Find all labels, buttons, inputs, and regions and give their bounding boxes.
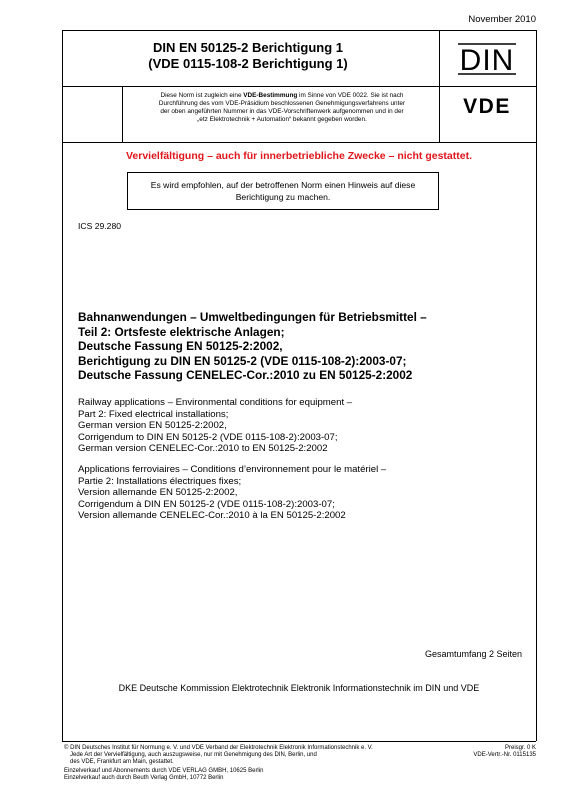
- din-logo-text: DIN: [459, 44, 515, 77]
- notice-divider: [62, 142, 536, 143]
- title-fr-line: Version allemande EN 50125-2:2002,: [78, 487, 238, 499]
- frame-right-line: [536, 30, 537, 741]
- vde-notice: [126, 92, 438, 124]
- copyright-notice: [64, 745, 434, 767]
- title-divider: [62, 86, 536, 87]
- din-logo-graphic: [452, 40, 522, 78]
- price-info: [440, 745, 536, 759]
- notice-line2: Durchführung des vom VDE-Präsidium beschlossenen Genehmigungsverfahrens unter: [158, 100, 406, 107]
- title-de-line: Deutsche Fassung EN 50125-2:2002,: [78, 339, 283, 354]
- notice-prefix: Diese Norm ist zugleich eine: [160, 92, 244, 99]
- vde-logo: [452, 93, 522, 122]
- vde-logo-text: VDE: [463, 95, 511, 117]
- frame-top-line: [62, 30, 536, 31]
- ics-code: ICS 29.280: [78, 221, 121, 231]
- title-en-line: Railway applications – Environmental conditions for equipment –: [78, 397, 353, 408]
- title-de-line: Berichtigung zu DIN EN 50125-2 (VDE 0115-108-2):2003-07;: [78, 353, 407, 368]
- copyright-line: des VDE, Frankfurt am Main, gestattet.: [70, 759, 174, 766]
- advice-line1: Es wird empfohlen, auf der betroffenen Norm einen Hinweis auf diese: [150, 180, 416, 190]
- distribution-line: Einzelverkauf auch durch Beuth Verlag GmbH, 10772 Berlin: [64, 775, 224, 782]
- title-german: [78, 310, 538, 383]
- publication-date: November 2010: [468, 14, 536, 25]
- copyright-line: © DIN Deutsches Institut für Normung e. V. und VDE Verband der Elektrotechnik Elektronik Informationstechnik e. V.: [64, 745, 373, 751]
- title-french: [78, 464, 538, 522]
- frame-bottom-line: [62, 741, 536, 742]
- din-logo: [452, 40, 522, 83]
- dke-commission: DKE Deutsche Kommission Elektrotechnik Elektronik Informationstechnik im DIN und VDE: [118, 683, 480, 693]
- title-en-line: Part 2: Fixed electrical installations;: [78, 408, 229, 420]
- standard-vde-number: (VDE 0115-108-2 Berichtigung 1): [148, 56, 348, 71]
- frame-left-line: [62, 30, 63, 741]
- title-fr-line: Version allemande CENELEC-Cor.:2010 à la EN 50125-2:2002: [78, 510, 346, 522]
- notice-left-divider: [122, 86, 123, 142]
- title-en-line: Corrigendum to DIN EN 50125-2 (VDE 0115-108-2):2003-07;: [78, 431, 338, 443]
- copyright-line: Jede Art der Vervielfältigung, auch auszugsweise, nur mit Genehmigung des DIN, Berlin, und: [70, 752, 317, 759]
- title-english: [78, 397, 538, 455]
- title-fr-line: Partie 2: Installations électriques fixes;: [78, 475, 242, 487]
- title-en-line: German version CENELEC-Cor.:2010 to EN 50125-2:2002: [78, 443, 328, 455]
- advice-box: [127, 172, 439, 210]
- title-de-line: Deutsche Fassung CENELEC-Cor.:2010 zu EN 50125-2:2002: [78, 368, 413, 383]
- standard-number: DIN EN 50125-2 Berichtigung 1: [153, 40, 343, 55]
- title-de-line: Bahnanwendungen – Umweltbedingungen für Betriebsmittel –: [78, 310, 427, 324]
- standard-title: [62, 40, 434, 72]
- title-de-line: Teil 2: Ortsfeste elektrische Anlagen;: [78, 324, 285, 339]
- title-fr-line: Corrigendum à DIN EN 50125-2 (VDE 0115-108-2):2003-07;: [78, 498, 335, 510]
- notice-bold: VDE-Bestimmung: [243, 92, 298, 99]
- distribution-info: [64, 768, 434, 782]
- title-en-line: German version EN 50125-2:2002,: [78, 420, 227, 432]
- vde-order-number: VDE-Vertr.-Nr. 0115135: [473, 752, 536, 759]
- title-fr-line: Applications ferroviaires – Conditions d’environnement pour le matériel –: [78, 464, 387, 475]
- notice-line4: „etz Elektrotechnik + Automation“ bekannt gegeben worden.: [197, 116, 367, 123]
- reproduction-warning: Vervielfältigung – auch für innerbetriebliche Zwecke – nicht gestattet.: [125, 150, 472, 162]
- distribution-line: Einzelverkauf und Abonnements durch VDE VERLAG GMBH, 10625 Berlin: [64, 768, 264, 774]
- total-pages: Gesamtumfang 2 Seiten: [424, 649, 522, 659]
- vde-logo-graphic: [452, 93, 522, 117]
- notice-line3: der oben angeführten Nummer in das VDE-Vorschriftenwerk aufgenommen und in der: [160, 108, 404, 115]
- advice-line2: Berichtigung zu machen.: [235, 192, 331, 202]
- price-group: Preisgr. 0 K: [504, 745, 536, 751]
- notice-line1-rest: im Sinne von VDE 0022. Sie ist nach: [297, 92, 404, 99]
